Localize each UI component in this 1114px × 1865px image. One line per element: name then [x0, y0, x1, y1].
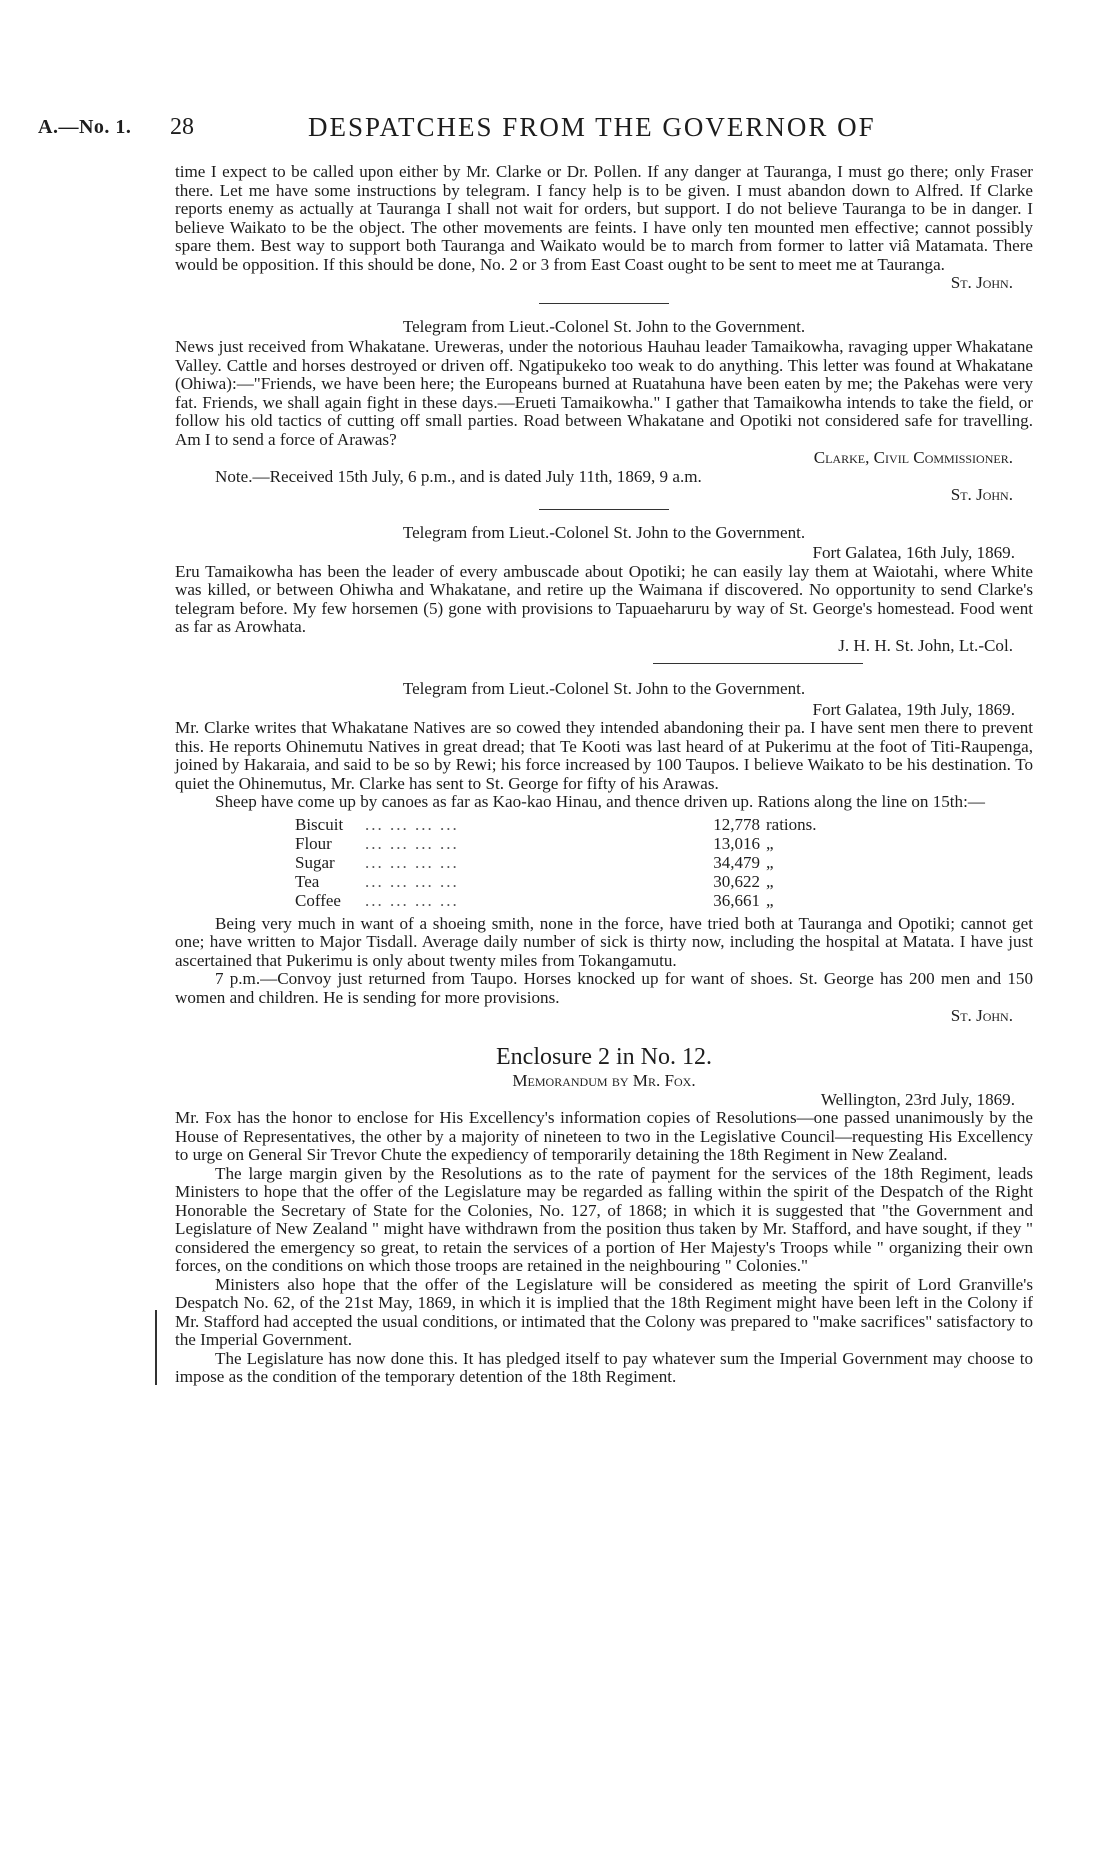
leader-dots: ... ... ... ...: [365, 890, 459, 910]
leader-dots: ... ... ... ...: [365, 871, 459, 891]
signature: St. John.: [950, 1006, 1013, 1025]
telegram-heading: Telegram from Lieut.-Colonel St. John to the Government.: [402, 316, 806, 336]
ration-unit: „: [766, 871, 774, 891]
ration-item: Tea: [295, 871, 320, 891]
telegram-dateline: Fort Galatea, 19th July, 1869.: [812, 699, 1015, 719]
telegram-body: 7 p.m.—Convoy just returned from Taupo. Horses knocked up for want of shoes. St. George has 200 men and 150 women and children. He is sending for more provisions.: [175, 969, 1033, 1007]
page-number: 28: [170, 114, 194, 140]
ration-item: Sugar: [295, 852, 335, 872]
ration-item: Coffee: [295, 890, 341, 910]
section-divider: [539, 303, 669, 304]
telegram-heading: Telegram from Lieut.-Colonel St. John to the Government.: [402, 522, 806, 542]
table-row: [295, 892, 846, 911]
page-body: [175, 163, 1033, 1387]
memorandum-paragraph: The Legislature has now done this. It has pledged itself to pay whatever sum the Imperial Government may choose to impose as the condition of the temporary detention of the 18th Regiment.: [175, 1348, 1033, 1386]
enclosure-title: Enclosure 2 in No. 12.: [496, 1043, 712, 1070]
section-divider: [539, 509, 669, 510]
ration-quantity: 12,778: [713, 814, 760, 834]
table-row: [295, 816, 846, 835]
telegram-body: Eru Tamaikowha has been the leader of every ambuscade about Opotiki; he can easily lay them at Waiotahi, where White was killed, or between Ohiwha and Whakatane, and retire up the Waimana if discovered. No opportunity to send Clarke's telegram before. My few horsemen (5) gone with provisions to Tapuaeharuru by way of St. George's homestead. Food went as far as Arowhata.: [175, 561, 1033, 636]
continued-paragraph: time I expect to be called upon either by Mr. Clarke or Dr. Pollen. If any danger at Tauranga, I must go there; only Fraser there. Let me have some instructions by telegram. I fancy help is to be given. I must abandon down to Alfred. If Clarke reports enemy as actually at Tauranga I shall not wait for orders, but support. I do not believe Tauranga to be in danger. I believe Waikato to be the object. The other movements are feints. I have only ten mounted men effective; cannot possibly spare them. Best way to support both Tauranga and Waikato would be to march from former to latter viâ Matamata. There would be opposition. If this should be done, No. 2 or 3 from East Coast ought to be sent to meet me at Tauranga.: [175, 162, 1033, 274]
memorandum-paragraph: The large margin given by the Resolutions as to the rate of payment for the services of the 18th Regiment, leads Ministers to hope that the offer of the Legislature may be regarded as falling within the spirit of the Despatch of the Right Honorable the Secretary of State for the Colonies, No. 127, of 1868; in which it is suggested that "the Government and Legislature of New Zealand " might have withdrawn from the position thus taken by Mr. Stafford, and have sought, if they " considered the emergency so great, to retain the services of a portion of Her Majesty's Troops while " organizing their own forces, on the conditions on which those troops are retained in the neighbouring " Colonies.": [175, 1163, 1033, 1275]
section-divider: [653, 663, 863, 664]
memorandum-dateline: Wellington, 23rd July, 1869.: [820, 1089, 1015, 1109]
ration-item: Flour: [295, 833, 332, 853]
memorandum-heading: Memorandum by Mr. Fox.: [512, 1071, 696, 1090]
table-row: [295, 835, 846, 854]
page-header: [38, 110, 1078, 144]
signature: J. H. H. St. John, Lt.-Col.: [838, 635, 1013, 655]
signature: St. John.: [950, 485, 1013, 504]
running-title: DESPATCHES FROM THE GOVERNOR OF: [308, 112, 876, 142]
telegram-body: Being very much in want of a shoeing smith, none in the force, have tried both at Tauranga and Opotiki; cannot get one; have written to Major Tisdall. Average daily number of sick is thirty now, including the hospital at Matata. I have just ascertained that Pukerimu is only about twenty miles from Tokangamutu.: [175, 913, 1033, 970]
ration-unit: rations.: [766, 814, 817, 834]
memorandum-paragraph: Mr. Fox has the honor to enclose for His Excellency's information copies of Resolutions—one passed unanimously by the House of Representatives, the other by a majority of nineteen to two in the Legislative Council—requesting His Excellency to urge on General Sir Trevor Chute the expediency of temporarily detaining the 18th Regiment in New Zealand.: [175, 1108, 1033, 1164]
ration-quantity: 34,479: [713, 852, 760, 872]
ration-unit: „: [766, 852, 774, 872]
telegram-dateline: Fort Galatea, 16th July, 1869.: [812, 543, 1015, 562]
telegram-body: News just received from Whakatane. Ureweras, under the notorious Hauhau leader Tamaikowha, ravaging upper Whakatane Valley. Cattle and horses destroyed or driven off. Ngatipukeko too weak to do anything. This letter was found at Whakatane (Ohiwa):—"Friends, we have been here; the Europeans burned at Ruatahuna have been eaten by me; the Pakehas were very fat. Friends, we shall again fight in these days.—Erueti Tamaikowha." I gather that Tamaikowha intends to take the field, or follow his old tactics of cutting off small parties. Road between Whakatane and Opotiki not considered safe for travelling. Am I to send a force of Arawas?: [175, 337, 1033, 449]
ration-quantity: 13,016: [713, 833, 760, 853]
margin-line: [155, 1310, 157, 1385]
ration-item: Biscuit: [295, 814, 344, 834]
signature: St. John.: [950, 273, 1013, 292]
document-reference: A.—No. 1.: [38, 116, 132, 138]
telegram-body: Mr. Clarke writes that Whakatane Natives are so cowed they intended abandoning their pa. I have sent men there to prevent this. He reports Ohinemutu Natives in great dread; that Te Kooti was last heard of at Pukerimu at the foot of Titi-Raupenga, joined by Hakaraia, and said to be so by Rewi; his force increased by 100 Taupos. I believe Waikato to be his destination. To quiet the Ohinemutus, Mr. Clarke has sent to St. George for fifty of his Arawas.: [175, 718, 1033, 793]
table-row: [295, 854, 846, 873]
leader-dots: ... ... ... ...: [365, 833, 459, 853]
ration-quantity: 30,622: [713, 871, 760, 891]
leader-dots: ... ... ... ...: [365, 814, 459, 834]
telegram-note: Note.—Received 15th July, 6 p.m., and is dated July 11th, 1869, 9 a.m.: [215, 466, 702, 486]
signature: Clarke, Civil Commissioner.: [813, 448, 1013, 467]
leader-dots: ... ... ... ...: [365, 852, 459, 872]
ration-quantity: 36,661: [713, 890, 760, 910]
rations-table: [295, 816, 846, 911]
telegram-body: Sheep have come up by canoes as far as Kao-kao Hinau, and thence driven up. Rations along the line on 15th:—: [215, 792, 985, 811]
memorandum-paragraph: Ministers also hope that the offer of the Legislature will be considered as meeting the spirit of Lord Granville's Despatch No. 62, of the 21st May, 1869, in which it is implied that the 18th Regiment might have been left in the Colony if Mr. Stafford had accepted the usual conditions, or intimated that the Colony was prepared to "make sacrifices" satisfactory to the Imperial Government.: [175, 1274, 1033, 1349]
telegram-heading: Telegram from Lieut.-Colonel St. John to the Government.: [402, 679, 806, 698]
table-row: [295, 873, 846, 892]
ration-unit: „: [766, 890, 774, 910]
ration-unit: „: [766, 833, 774, 853]
